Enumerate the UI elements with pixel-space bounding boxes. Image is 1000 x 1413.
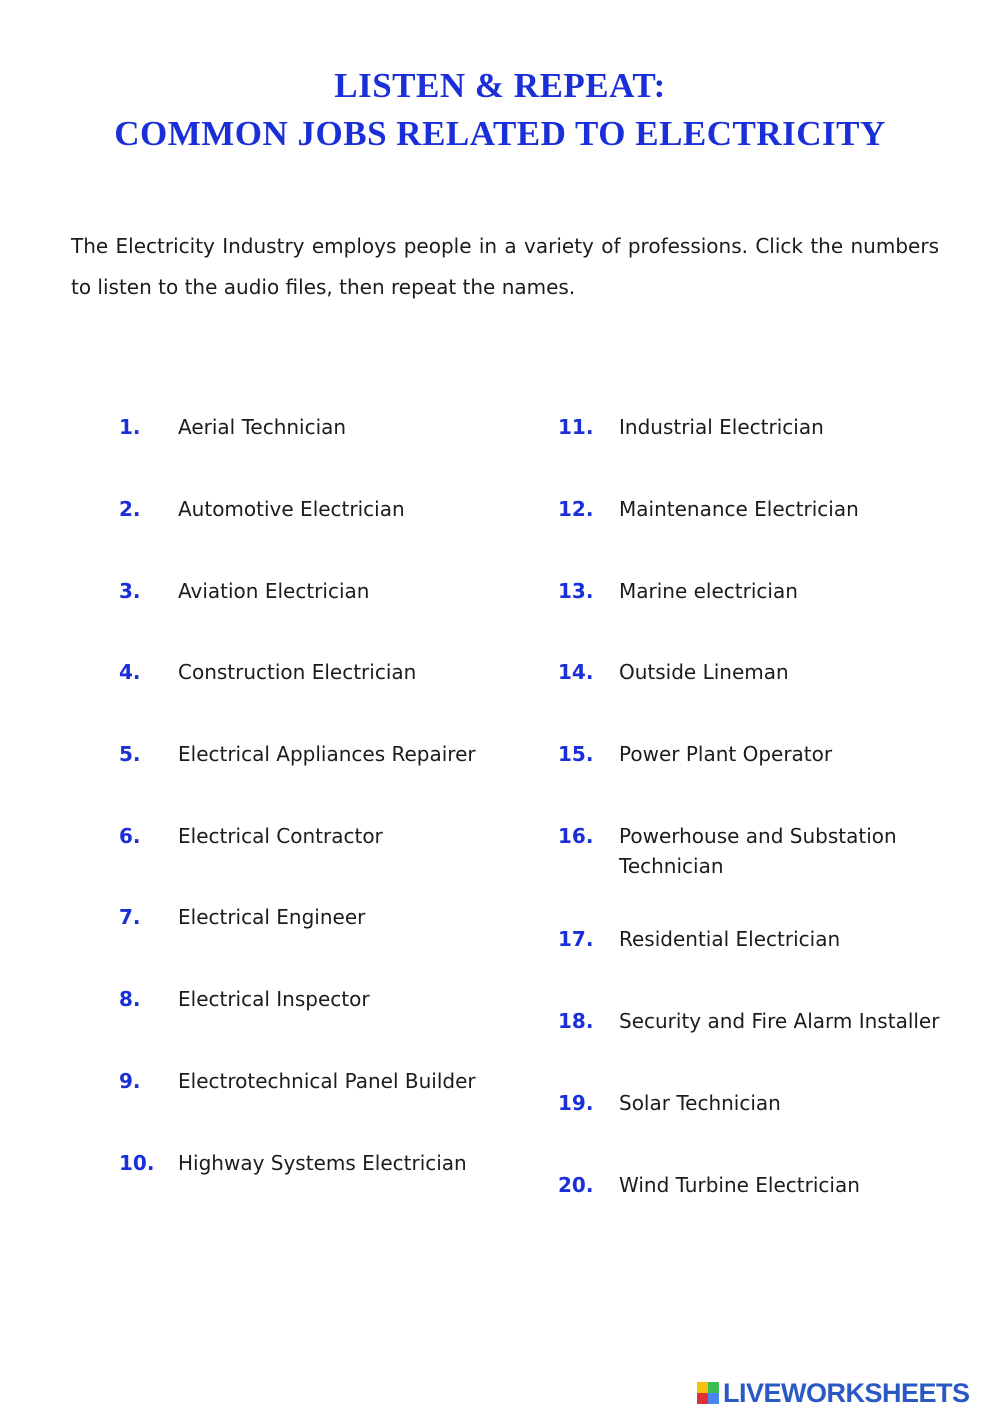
job-name: Industrial Electrician <box>619 415 824 439</box>
job-name: Wind Turbine Electrician <box>619 1173 860 1197</box>
title-line-1: LISTEN & REPEAT: <box>334 66 666 105</box>
title-line-2: COMMON JOBS RELATED TO ELECTRICITY <box>114 114 886 153</box>
audio-number-button[interactable]: 12. <box>558 497 594 521</box>
audio-number-button[interactable]: 10. <box>119 1151 155 1175</box>
audio-number-button[interactable]: 7. <box>119 905 141 929</box>
audio-number-button[interactable]: 4. <box>119 660 141 684</box>
audio-number-button[interactable]: 9. <box>119 1069 141 1093</box>
job-name: Electrotechnical Panel Builder <box>178 1069 476 1093</box>
audio-number-button[interactable]: 3. <box>119 579 141 603</box>
job-name: Highway Systems Electrician <box>178 1151 467 1175</box>
job-name: Solar Technician <box>619 1091 781 1115</box>
intro-paragraph: The Electricity Industry employs people in a variety of professions. Click the numbers to listen to the audio files, then repeat the names. <box>71 234 939 299</box>
job-name: Security and Fire Alarm Installer <box>619 1009 940 1033</box>
audio-number-button[interactable]: 1. <box>119 415 141 439</box>
audio-number-button[interactable]: 8. <box>119 987 141 1011</box>
job-name: Powerhouse and Substation Technician <box>619 824 897 878</box>
job-name: Electrical Engineer <box>178 905 366 929</box>
job-name: Electrical Inspector <box>178 987 370 1011</box>
audio-number-button[interactable]: 18. <box>558 1009 594 1033</box>
audio-number-button[interactable]: 6. <box>119 824 141 848</box>
audio-number-button[interactable]: 17. <box>558 927 594 951</box>
page-title <box>0 62 1000 158</box>
audio-number-button[interactable]: 20. <box>558 1173 594 1197</box>
job-name: Power Plant Operator <box>619 742 833 766</box>
job-name: Outside Lineman <box>619 660 789 684</box>
job-name: Construction Electrician <box>178 660 417 684</box>
audio-number-button[interactable]: 13. <box>558 579 594 603</box>
job-name: Aviation Electrician <box>178 579 370 603</box>
audio-number-button[interactable]: 2. <box>119 497 141 521</box>
audio-number-button[interactable]: 5. <box>119 742 141 766</box>
brand-name: LIVEWORKSHEETS <box>723 1377 970 1408</box>
job-name: Automotive Electrician <box>178 497 405 521</box>
audio-number-button[interactable]: 19. <box>558 1091 594 1115</box>
job-name: Marine electrician <box>619 579 798 603</box>
audio-number-button[interactable]: 14. <box>558 660 594 684</box>
job-name: Electrical Contractor <box>178 824 383 848</box>
job-name: Electrical Appliances Repairer <box>178 742 476 766</box>
audio-number-button[interactable]: 16. <box>558 824 594 848</box>
liveworksheets-logo-icon <box>697 1382 719 1404</box>
job-name: Aerial Technician <box>178 415 347 439</box>
liveworksheets-logo[interactable] <box>697 1378 970 1408</box>
audio-number-button[interactable]: 11. <box>558 415 594 439</box>
job-name: Maintenance Electrician <box>619 497 859 521</box>
audio-number-button[interactable]: 15. <box>558 742 594 766</box>
job-name: Residential Electrician <box>619 927 841 951</box>
